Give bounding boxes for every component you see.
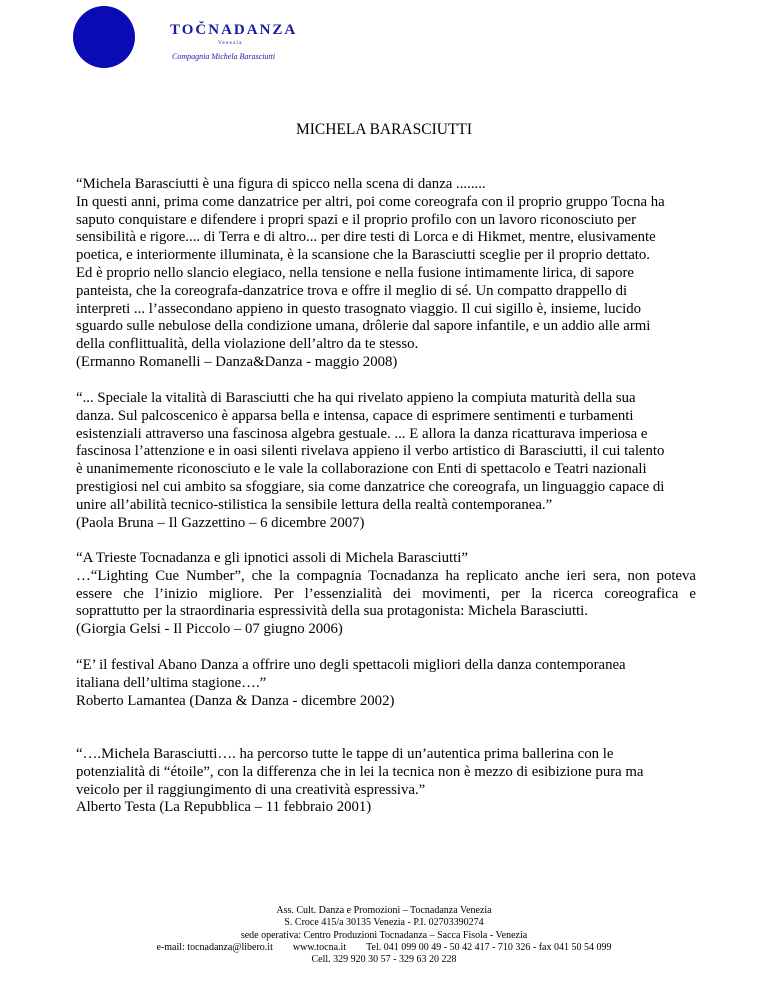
review-line: Ed è proprio nello slancio elegiaco, nella tensione e nella fusione intimamente lirica, di sapore: [76, 264, 634, 281]
review-line: “A Trieste Tocnadanza e gli ipnotici assoli di Michela Barasciutti”: [76, 550, 468, 566]
review-line: soprattutto per la straordinaria espressività della sua protagonista: Michela Barasciutti.: [76, 603, 588, 620]
review-bruna: [76, 390, 696, 532]
review-line: poetica, e interiormente illuminata, è la scansione che la Barasciutti sceglie per il proprio dettato.: [76, 247, 650, 264]
brand-city: Venezia: [218, 40, 243, 46]
footer-operative-seat: sede operativa: Centro Produzioni Tocnadanza – Sacca Fisola - Venezia: [240, 929, 528, 941]
footer-address: S. Croce 415/a 30135 Venezia - P.I. 02703390274: [284, 917, 484, 929]
review-line: fascinosa l’attenzione e in oasi silenti rivelava appieno il verbo artistico di Barasciutti, il cui talento: [76, 443, 665, 460]
page-title: MICHELA BARASCIUTTI: [295, 121, 473, 138]
review-lamantea: [76, 657, 696, 710]
brand-name: TOČNADANZA: [170, 22, 298, 38]
footer-email[interactable]: e-mail: tocnadanza@libero.it: [156, 941, 273, 953]
footer-website[interactable]: www.tocna.it: [292, 941, 347, 953]
review-line: sguardo sulle nebulose della condizione umana, drôlerie dal sapore infantile, e un addio alle armi: [76, 318, 651, 335]
footer-contacts: [0, 942, 768, 954]
company-logo: [73, 6, 135, 68]
review-line: unire all’abilità tecnico-stilistica la sensibile lettura della realtà contemporanea.”: [76, 496, 553, 513]
review-line: “... Speciale la vitalità di Barasciutti che ha qui rivelato appieno la compiuta maturità della sua: [76, 390, 636, 406]
footer-association: Ass. Cult. Danza e Promozioni – Tocnadanza Venezia: [276, 905, 492, 916]
review-line: danza. Sul palcoscenico è apparsa bella e intensa, capace di esprimere sentimenti e turbamenti: [76, 407, 634, 424]
review-testa: [76, 746, 696, 817]
review-attribution: (Giorgia Gelsi - Il Piccolo – 07 giugno 2006): [76, 621, 343, 638]
review-line: della conflittualità, della violazione dell’altro da te stesso.: [76, 336, 419, 353]
review-line: saputo conquistare e difendere i propri spazi e il proprio profilo con un lavoro riconosciuto per: [76, 211, 637, 228]
review-line: “….Michela Barasciutti…. ha percorso tutte le tappe di un’autentica prima ballerina con le: [76, 746, 614, 762]
review-gelsi: [76, 550, 696, 639]
review-line: prestigiosi nel cui ambito sa sfoggiare, sia come danzatrice che coreografa, un linguaggio capace di: [76, 478, 665, 495]
review-line: veicolo per il raggiungimento di una creatività espressiva.”: [76, 781, 426, 798]
review-attribution: Alberto Testa (La Repubblica – 11 febbraio 2001): [76, 799, 372, 816]
review-line: esistenziali attraverso una fascinosa algebra gestuale. ... E allora la danza ricatturava imperiosa e: [76, 425, 648, 442]
review-line: “E’ il festival Abano Danza a offrire uno degli spettacoli migliori della danza contemporanea: [76, 657, 626, 673]
footer-mobile: Cell. 329 920 30 57 - 329 63 20 228: [311, 954, 457, 966]
review-line: …“Lighting Cue Number”, che la compagnia Tocnadanza ha replicato anche ieri sera, non poteva: [76, 567, 696, 584]
review-line: panteista, che la coreografa-danzatrice trova e offre il meglio di sé. Un compatto drappello di: [76, 282, 628, 299]
review-line: interpreti ... l’assecondano appieno in questo trasognato viaggio. Il cui sigillo è, insieme, lucido: [76, 300, 642, 317]
review-attribution: (Ermanno Romanelli – Danza&Danza - maggio 2008): [76, 353, 398, 370]
review-line: italiana dell’ultima stagione….”: [76, 674, 267, 691]
footer-phones: Tel. 041 099 00 49 - 50 42 417 - 710 326 - fax 041 50 54 099: [366, 941, 612, 953]
review-line: “Michela Barasciutti è una figura di spicco nella scena di danza ........: [76, 176, 486, 192]
review-line: sensibilità e rigore.... di Terra e di altro... per dire testi di Lorca e di Hikmet, mentre, elusivamente: [76, 229, 656, 246]
review-line: essere che l’inizio migliore. Per l’essenzialità dei movimenti, per la ricerca coreografica e: [76, 585, 696, 602]
review-romanelli: [76, 176, 696, 372]
review-attribution: Roberto Lamantea (Danza & Danza - dicembre 2002): [76, 692, 395, 709]
review-attribution: (Paola Bruna – Il Gazzettino – 6 dicembre 2007): [76, 514, 365, 531]
footer: [0, 905, 768, 966]
review-line: è unanimemente riconosciuto e le vale la collaborazione con Enti di spettacolo e Teatri nazionali: [76, 461, 647, 478]
review-line: In questi anni, prima come danzatrice per altri, poi come coreografa con il proprio gruppo Tocna ha: [76, 193, 665, 210]
review-line: potenzialità di “étoile”, con la differenza che in lei la tecnica non è mezzo di esibizione pura ma: [76, 763, 644, 780]
company-name: Compagnia Michela Barasciutti: [172, 52, 276, 61]
